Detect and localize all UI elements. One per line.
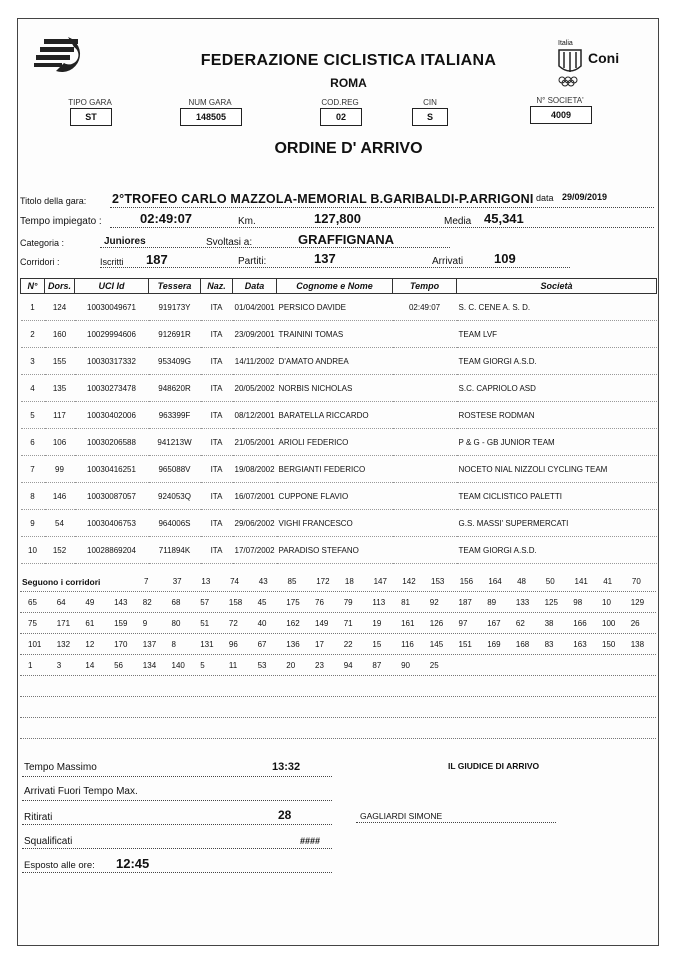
cell-uci: 10030049671 — [75, 294, 149, 321]
cell-uci: 10030087057 — [75, 483, 149, 510]
follower-dorsal: 13 — [201, 577, 211, 586]
cell-data: 21/05/2001 — [233, 429, 277, 456]
title-label: Titolo della gara: — [20, 196, 87, 206]
follower-dorsal: 48 — [517, 577, 526, 586]
cell-soc: TEAM GIORGI A.S.D. — [457, 537, 657, 564]
cell-soc: TEAM GIORGI A.S.D. — [457, 348, 657, 375]
follower-dorsal: 142 — [402, 577, 416, 586]
ritirati-value: 28 — [278, 808, 292, 822]
follower-dorsal: 80 — [171, 619, 181, 628]
follower-dorsal: 145 — [429, 640, 444, 649]
media-label: Media — [444, 216, 472, 227]
cin-label: CIN — [423, 98, 437, 107]
cell-name: PERSICO DAVIDE — [277, 294, 393, 321]
cell-time — [393, 321, 457, 348]
follower-dorsal: 37 — [172, 577, 182, 586]
follower-dorsal: 132 — [56, 640, 71, 649]
cell-tessera: 924053Q — [149, 483, 201, 510]
follower-dorsal: 3 — [56, 661, 62, 670]
km-label: Km. — [238, 216, 256, 227]
cell-n: 7 — [21, 456, 45, 483]
follower-dorsal: 18 — [344, 577, 354, 586]
follower-dorsal: 49 — [85, 598, 95, 607]
cell-n: 9 — [21, 510, 45, 537]
cell-data: 29/06/2002 — [233, 510, 277, 537]
cell-dors: 106 — [45, 429, 75, 456]
follower-dorsal: 43 — [258, 577, 268, 586]
cin-value: S — [412, 108, 448, 126]
follower-dorsal: 150 — [602, 640, 616, 649]
follower-dorsal: 126 — [429, 619, 444, 628]
follower-dorsal: 64 — [56, 598, 66, 607]
cell-name: TRAININI TOMAS — [277, 321, 393, 348]
follower-dorsal: 166 — [573, 619, 587, 628]
follower-dorsal: 151 — [458, 640, 472, 649]
race-place: GRAFFIGNANA — [298, 232, 395, 247]
table-row — [21, 321, 657, 348]
riders-label: Corridori : — [20, 257, 60, 267]
cell-n: 10 — [21, 537, 45, 564]
cell-naz: ITA — [201, 348, 233, 375]
follower-dorsal: 26 — [630, 619, 640, 628]
follower-dorsal: 12 — [85, 640, 95, 649]
follower-dorsal: 25 — [429, 661, 439, 670]
cell-n: 1 — [21, 294, 45, 321]
followers-line — [22, 640, 654, 652]
cell-tessera: 711894K — [149, 537, 201, 564]
follower-dorsal: 20 — [286, 661, 296, 670]
follower-dorsal: 41 — [603, 577, 613, 586]
cell-dors: 160 — [45, 321, 75, 348]
cell-time — [393, 456, 457, 483]
squalificati-value: #### — [300, 836, 321, 846]
follower-dorsal: 85 — [287, 577, 297, 586]
cell-dors: 146 — [45, 483, 75, 510]
table-header-row — [21, 279, 657, 294]
followers-label: Seguono i corridori — [22, 577, 101, 587]
cell-naz: ITA — [201, 402, 233, 429]
follower-dorsal: 149 — [315, 619, 329, 628]
category-label: Categoria : — [20, 238, 65, 248]
num-gara-label: NUM GARA — [188, 98, 232, 107]
cell-n: 5 — [21, 402, 45, 429]
dotted-line — [20, 738, 656, 739]
coni-logo: Italia Coni — [548, 40, 648, 92]
follower-dorsal: 162 — [286, 619, 300, 628]
num-gara-value: 148505 — [180, 108, 242, 126]
tempo-max-value: 13:32 — [272, 761, 301, 773]
followers-line — [22, 619, 654, 631]
esposto-value: 12:45 — [116, 856, 150, 871]
tempo-max-label: Tempo Massimo — [24, 762, 97, 773]
follower-dorsal: 87 — [372, 661, 382, 670]
esposto-label: Esposto alle ore: — [24, 860, 95, 871]
race-date: 29/09/2019 — [562, 192, 608, 202]
cell-data: 14/11/2002 — [233, 348, 277, 375]
follower-dorsal: 94 — [343, 661, 353, 670]
cell-uci: 10030406753 — [75, 510, 149, 537]
follower-dorsal: 137 — [142, 640, 157, 649]
follower-dorsal: 9 — [142, 619, 148, 628]
arrivati-value: 109 — [494, 251, 516, 266]
follower-dorsal: 140 — [171, 661, 185, 670]
follower-dorsal: 15 — [372, 640, 382, 649]
table-row — [21, 348, 657, 375]
societa-label: N° SOCIETA' — [536, 96, 584, 105]
dotted-line — [20, 612, 656, 613]
cell-n: 8 — [21, 483, 45, 510]
cell-naz: ITA — [201, 294, 233, 321]
cell-n: 6 — [21, 429, 45, 456]
cell-tessera: 964006S — [149, 510, 201, 537]
federation-title: FEDERAZIONE CICLISTICA ITALIANA — [200, 52, 497, 69]
cell-data: 08/12/2001 — [233, 402, 277, 429]
follower-dorsal: 14 — [85, 661, 95, 670]
cell-naz: ITA — [201, 510, 233, 537]
partiti-label: Partiti: — [238, 256, 267, 267]
cell-tessera: 919173Y — [149, 294, 201, 321]
cell-data: 20/05/2002 — [233, 375, 277, 402]
follower-dorsal: 96 — [228, 640, 238, 649]
cell-dors: 99 — [45, 456, 75, 483]
date-label: data — [536, 193, 554, 203]
cell-naz: ITA — [201, 483, 233, 510]
follower-dorsal: 156 — [459, 577, 474, 586]
cell-dors: 117 — [45, 402, 75, 429]
cell-soc: S. C. CENE A. S. D. — [457, 294, 657, 321]
cell-dors: 155 — [45, 348, 75, 375]
followers-line — [22, 661, 654, 673]
follower-dorsal: 79 — [343, 598, 353, 607]
follower-dorsal: 143 — [114, 598, 128, 607]
follower-dorsal: 171 — [56, 619, 71, 628]
cell-name: CUPPONE FLAVIO — [277, 483, 393, 510]
cell-name: ARIOLI FEDERICO — [277, 429, 393, 456]
follower-dorsal: 51 — [200, 619, 210, 628]
col-data: Data — [233, 279, 277, 294]
cell-uci: 10030206588 — [75, 429, 149, 456]
follower-dorsal: 45 — [257, 598, 267, 607]
follower-dorsal: 72 — [228, 619, 238, 628]
cell-name: BERGIANTI FEDERICO — [277, 456, 393, 483]
follower-dorsal: 70 — [631, 577, 641, 586]
table-row — [21, 456, 657, 483]
followers-line — [22, 577, 654, 589]
iscritti-value: 187 — [146, 252, 168, 267]
cell-n: 3 — [21, 348, 45, 375]
follower-dorsal: 153 — [431, 577, 445, 586]
follower-dorsal: 90 — [401, 661, 410, 670]
follower-dorsal: 158 — [228, 598, 243, 607]
follower-dorsal: 75 — [28, 619, 37, 628]
cell-tessera: 965088V — [149, 456, 201, 483]
follower-dorsal: 83 — [544, 640, 554, 649]
cell-time — [393, 402, 457, 429]
follower-dorsal: 167 — [487, 619, 501, 628]
follower-dorsal: 129 — [630, 598, 645, 607]
follower-dorsal: 141 — [574, 577, 588, 586]
cod-reg-label: COD.REG — [321, 98, 359, 107]
follower-dorsal: 172 — [316, 577, 330, 586]
follower-dorsal: 131 — [200, 640, 214, 649]
fuori-tempo-label: Arrivati Fuori Tempo Max. — [24, 786, 138, 797]
follower-dorsal: 56 — [114, 661, 123, 670]
cell-data: 01/04/2001 — [233, 294, 277, 321]
tipo-gara-value: ST — [70, 108, 112, 126]
follower-dorsal: 40 — [257, 619, 267, 628]
col-tessera: Tessera — [149, 279, 201, 294]
dotted-line — [20, 717, 656, 718]
follower-dorsal: 168 — [515, 640, 530, 649]
follower-dorsal: 62 — [515, 619, 525, 628]
cell-soc: S.C. CAPRIOLO ASD — [457, 375, 657, 402]
cell-naz: ITA — [201, 537, 233, 564]
follower-dorsal: 133 — [515, 598, 530, 607]
follower-dorsal: 81 — [401, 598, 410, 607]
cell-name: D'AMATO ANDREA — [277, 348, 393, 375]
cell-tessera: 963399F — [149, 402, 201, 429]
follower-dorsal: 116 — [401, 640, 414, 649]
table-row — [21, 375, 657, 402]
follower-dorsal: 163 — [573, 640, 587, 649]
cell-uci: 10030317332 — [75, 348, 149, 375]
follower-dorsal: 175 — [286, 598, 300, 607]
table-row — [21, 537, 657, 564]
race-category: Juniores — [104, 236, 146, 247]
follower-dorsal: 169 — [487, 640, 501, 649]
cell-data: 23/09/2001 — [233, 321, 277, 348]
cell-soc: TEAM LVF — [457, 321, 657, 348]
cell-uci: 10030402006 — [75, 402, 149, 429]
follower-dorsal: 97 — [458, 619, 468, 628]
cell-soc: G.S. MASSI' SUPERMERCATI — [457, 510, 657, 537]
cell-naz: ITA — [201, 375, 233, 402]
col-societa: Società — [457, 279, 657, 294]
col-naz: Naz. — [201, 279, 233, 294]
cell-time — [393, 429, 457, 456]
dotted-line — [20, 696, 656, 697]
follower-dorsal: 71 — [343, 619, 353, 628]
cell-tessera: 953409G — [149, 348, 201, 375]
iscritti-label: Iscritti — [100, 257, 124, 267]
follower-dorsal: 1 — [28, 661, 33, 670]
cell-naz: ITA — [201, 429, 233, 456]
place-label: Svoltasi a: — [206, 237, 253, 248]
table-row — [21, 483, 657, 510]
follower-dorsal: 11 — [228, 661, 238, 670]
table-row — [21, 510, 657, 537]
dotted-line — [20, 675, 656, 676]
follower-dorsal: 5 — [200, 661, 205, 670]
race-title: 2°TROFEO CARLO MAZZOLA-MEMORIAL B.GARIBALDI-P.ARRIGONI — [112, 192, 534, 206]
giudice-name: GAGLIARDI SIMONE — [360, 811, 443, 821]
cell-tessera: 941213W — [149, 429, 201, 456]
follower-dorsal: 74 — [230, 577, 239, 586]
race-time: 02:49:07 — [140, 211, 193, 226]
cell-n: 4 — [21, 375, 45, 402]
federation-city: ROMA — [330, 76, 367, 90]
follower-dorsal: 8 — [171, 640, 176, 649]
cell-uci: 10030273478 — [75, 375, 149, 402]
table-row — [21, 294, 657, 321]
ritirati-label: Ritirati — [24, 812, 53, 823]
cell-name: BARATELLA RICCARDO — [277, 402, 393, 429]
follower-dorsal: 92 — [429, 598, 439, 607]
cell-time: 02:49:07 — [393, 294, 457, 321]
follower-dorsal: 50 — [545, 577, 555, 586]
tipo-gara-label: TIPO GARA — [68, 98, 112, 107]
cell-dors: 54 — [45, 510, 75, 537]
cell-dors: 135 — [45, 375, 75, 402]
follower-dorsal: 17 — [315, 640, 324, 649]
cell-naz: ITA — [201, 456, 233, 483]
partiti-value: 137 — [314, 251, 336, 266]
dotted-line — [20, 591, 656, 592]
follower-dorsal: 67 — [257, 640, 267, 649]
follower-dorsal: 22 — [343, 640, 353, 649]
squalificati-label: Squalificati — [24, 836, 73, 847]
table-row — [21, 402, 657, 429]
follower-dorsal: 65 — [28, 598, 37, 607]
followers-line — [22, 598, 654, 610]
follower-dorsal: 10 — [602, 598, 611, 607]
col-n: N° — [21, 279, 45, 294]
follower-dorsal: 53 — [257, 661, 267, 670]
col-time: Tempo — [393, 279, 457, 294]
cell-uci: 10028869204 — [75, 537, 149, 564]
cell-name: PARADISO STEFANO — [277, 537, 393, 564]
cod-reg-value: 02 — [320, 108, 362, 126]
follower-dorsal: 101 — [28, 640, 42, 649]
follower-dorsal: 23 — [315, 661, 324, 670]
cell-soc: NOCETO NIAL NIZZOLI CYCLING TEAM — [457, 456, 657, 483]
follower-dorsal: 170 — [114, 640, 128, 649]
follower-dorsal: 136 — [286, 640, 300, 649]
follower-dorsal: 138 — [630, 640, 645, 649]
follower-dorsal: 134 — [142, 661, 157, 670]
follower-dorsal: 98 — [573, 598, 583, 607]
follower-dorsal: 61 — [85, 619, 95, 628]
follower-dorsal: 38 — [544, 619, 554, 628]
cell-uci: 10029994606 — [75, 321, 149, 348]
follower-dorsal: 100 — [602, 619, 616, 628]
cell-time — [393, 537, 457, 564]
follower-dorsal: 7 — [144, 577, 149, 586]
cell-name: NORBIS NICHOLAS — [277, 375, 393, 402]
cell-data: 16/07/2001 — [233, 483, 277, 510]
dotted-line — [20, 654, 656, 655]
follower-dorsal: 82 — [142, 598, 152, 607]
follower-dorsal: 68 — [171, 598, 181, 607]
results-table — [20, 278, 657, 564]
follower-dorsal: 89 — [487, 598, 497, 607]
cell-time — [393, 375, 457, 402]
follower-dorsal: 76 — [315, 598, 324, 607]
cell-naz: ITA — [201, 321, 233, 348]
race-media: 45,341 — [484, 211, 524, 226]
cell-time — [393, 348, 457, 375]
follower-dorsal: 159 — [114, 619, 128, 628]
cell-tessera: 912691R — [149, 321, 201, 348]
col-uci: UCI Id — [75, 279, 149, 294]
follower-dorsal: 161 — [401, 619, 415, 628]
cell-time — [393, 483, 457, 510]
race-km: 127,800 — [314, 211, 361, 226]
cell-soc: P & G - GB JUNIOR TEAM — [457, 429, 657, 456]
follower-dorsal: 19 — [372, 619, 382, 628]
follower-dorsal: 125 — [544, 598, 558, 607]
table-row — [21, 429, 657, 456]
cell-time — [393, 510, 457, 537]
col-name: Cognome e Nome — [277, 279, 393, 294]
follower-dorsal: 113 — [372, 598, 386, 607]
arrivati-label: Arrivati — [432, 256, 464, 267]
follower-dorsal: 187 — [458, 598, 472, 607]
cell-n: 2 — [21, 321, 45, 348]
giudice-label: IL GIUDICE DI ARRIVO — [448, 761, 540, 771]
document-title: ORDINE D' ARRIVO — [274, 140, 423, 157]
cell-soc: ROSTESE RODMAN — [457, 402, 657, 429]
cell-name: VIGHI FRANCESCO — [277, 510, 393, 537]
cell-tessera: 948620R — [149, 375, 201, 402]
cell-uci: 10030416251 — [75, 456, 149, 483]
cell-dors: 152 — [45, 537, 75, 564]
col-dors: Dors. — [45, 279, 75, 294]
follower-dorsal: 147 — [373, 577, 387, 586]
time-label: Tempo impiegato : — [20, 216, 102, 227]
cell-soc: TEAM CICLISTICO PALETTI — [457, 483, 657, 510]
dotted-line — [20, 633, 656, 634]
cell-data: 19/08/2002 — [233, 456, 277, 483]
cell-data: 17/07/2002 — [233, 537, 277, 564]
societa-value: 4009 — [530, 106, 592, 124]
follower-dorsal: 57 — [200, 598, 210, 607]
cell-dors: 124 — [45, 294, 75, 321]
follower-dorsal: 164 — [488, 577, 502, 586]
